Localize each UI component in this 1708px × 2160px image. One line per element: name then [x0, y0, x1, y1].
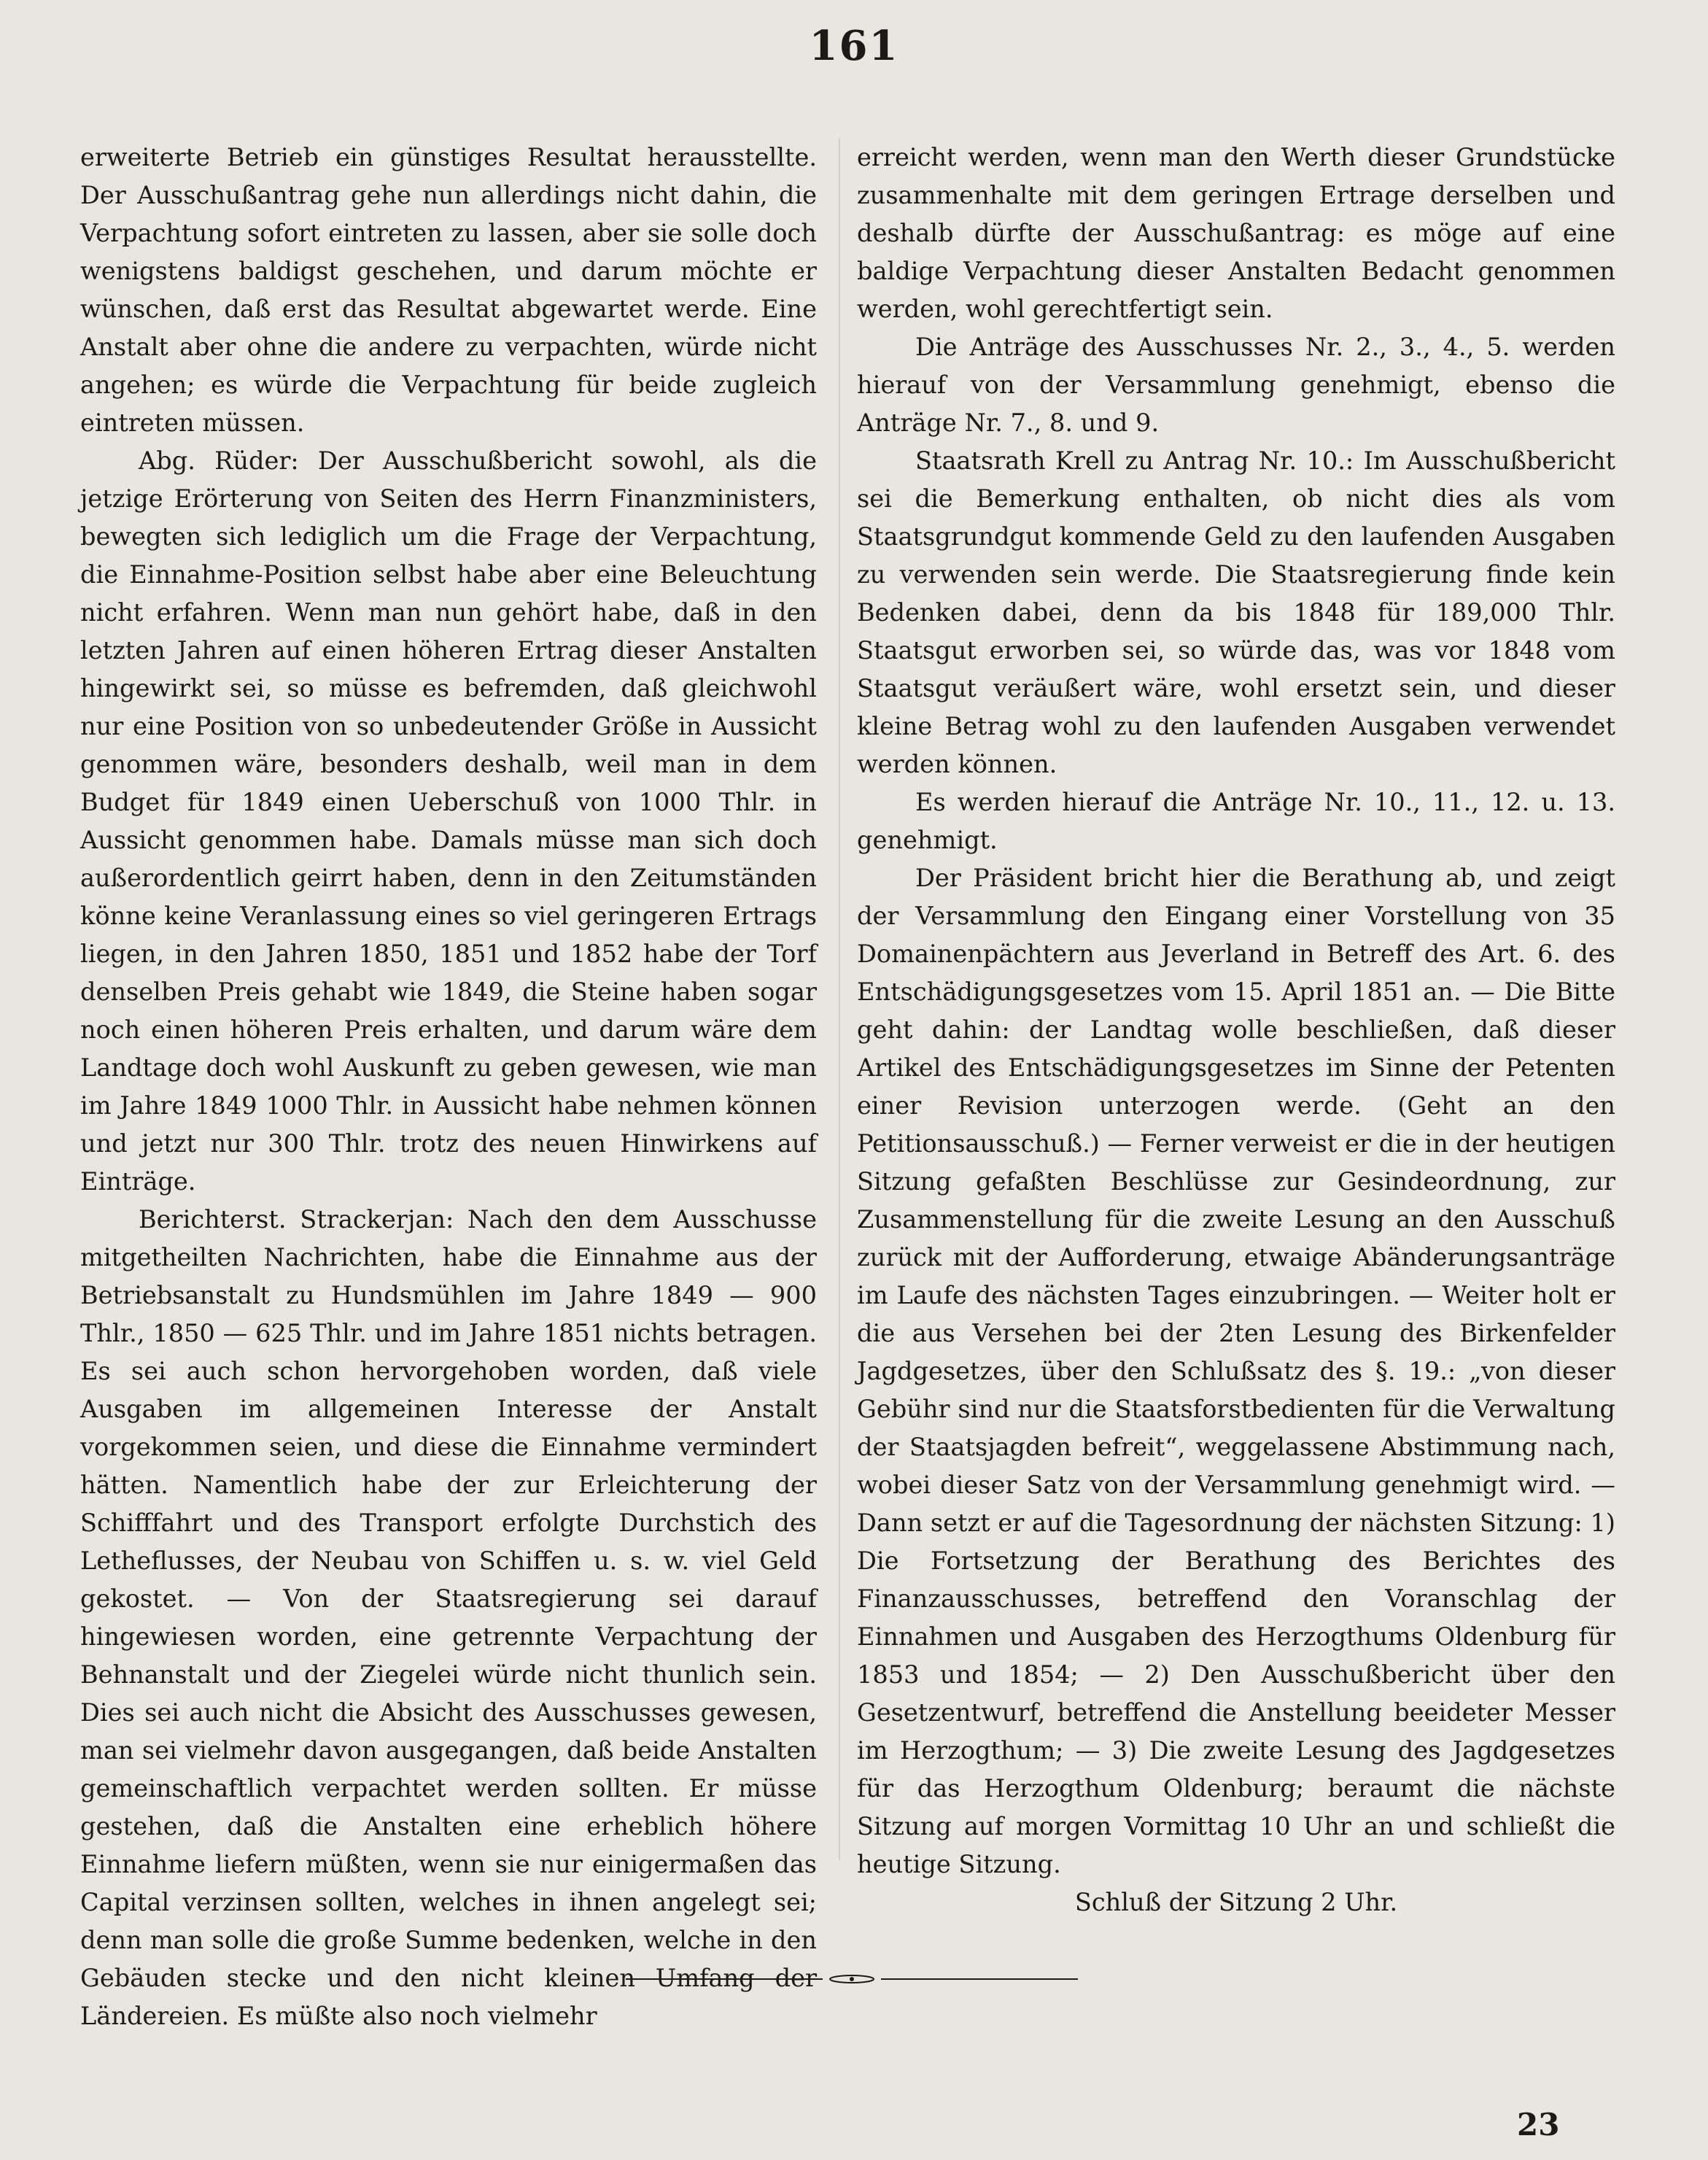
paragraph: Die Anträge des Ausschusses Nr. 2., 3., 4., 5. werden hierauf von der Versammlung genehmigt, ebenso die Anträge Nr. 7., 8. und 9. — [857, 333, 1615, 437]
left-column — [80, 139, 817, 2035]
end-ornament-rule — [626, 1972, 1078, 1986]
paragraph: Abg. Rüder: Der Ausschußbericht sowohl, als die jetzige Erörterung von Seiten des Herrn Finanzministers, bewegten sich lediglich um die Frage der Verpachtung, die Einnahme-Position selbst habe aber eine Beleuchtung nicht erfahren. Wenn man nun gehört habe, daß in den letzten Jahren auf einen höheren Ertrag dieser Anstalten hingewirkt sei, so müsse es befremden, daß gleichwohl nur eine Position von so unbedeutender Größe in Aussicht genommen wäre, besonders deshalb, weil man in dem Budget für 1849 einen Ueberschuß von 1000 Thlr. in Aussicht genommen habe. Damals müsse man sich doch außerordentlich geirrt haben, denn in den Zeitumständen könne keine Veranlassung eines so viel geringeren Ertrags liegen, in den Jahren 1850, 1851 und 1852 habe der Torf denselben Preis gehabt wie 1849, die Steine haben sogar noch einen höheren Preis erhalten, und darum wäre dem Landtage doch wohl Auskunft zu geben gewesen, wie man im Jahre 1849 1000 Thlr. in Aussicht habe nehmen können und jetzt nur 300 Thlr. trotz des neuen Hinwirkens auf Einträge. — [80, 446, 817, 1196]
paragraph: Staatsrath Krell zu Antrag Nr. 10.: Im Ausschußbericht sei die Bemerkung enthalten, ob nicht dies als vom Staatsgrundgut kommende Geld zu den laufenden Ausgaben zu verwenden sein werde. Die Staatsregierung finde kein Bedenken dabei, denn da bis 1848 für 189,000 Thlr. Staatsgut erworben sei, so würde das, was vor 1848 vom Staatsgut veräußert wäre, wohl ersetzt sein, und dieser kleine Betrag wohl zu den laufenden Ausgaben verwendet werden können. — [857, 446, 1615, 778]
paragraph: erweiterte Betrieb ein günstiges Resultat herausstellte. Der Ausschußantrag gehe nun allerdings nicht dahin, die Verpachtung sofort eintreten zu lassen, aber sie solle doch wenigstens baldigst geschehen, und darum möchte er wünschen, daß erst das Resultat abgewartet werde. Eine Anstalt aber ohne die andere zu verpachten, würde nicht angehen; es würde die Verpachtung für beide zugleich eintreten müssen. — [80, 143, 817, 437]
paragraph: erreicht werden, wenn man den Werth dieser Grundstücke zusammenhalte mit dem geringen Ertrage derselben und deshalb dürfte der Ausschußantrag: es möge auf eine baldige Verpachtung dieser Anstalten Bedacht genommen werden, wohl gerechtfertigt sein. — [857, 143, 1615, 323]
paragraph: Es werden hierauf die Anträge Nr. 10., 11., 12. u. 13. genehmigt. — [857, 788, 1615, 854]
column-separator — [839, 139, 840, 1860]
page-number: 161 — [809, 22, 899, 70]
paragraph: Berichterst. Strackerjan: Nach den dem Ausschusse mitgetheilten Nachrichten, habe die Einnahme aus der Betriebsanstalt zu Hundsmühlen im Jahre 1849 — 900 Thlr., 1850 — 625 Thlr. und im Jahre 1851 nichts betragen. Es sei auch schon hervorgehoben worden, daß viele Ausgaben im allgemeinen Interesse der Anstalt vorgekommen seien, und diese die Einnahme vermindert hätten. Namentlich habe der zur Erleichterung der Schifffahrt und des Transport erfolgte Durchstich des Letheflusses, der Neubau von Schiffen u. s. w. viel Geld gekostet. — Von der Staatsregierung sei darauf hingewiesen worden, eine getrennte Verpachtung der Behnanstalt und der Ziegelei würde nicht thunlich sein. Dies sei auch nicht die Absicht des Ausschusses gewesen, man sei vielmehr davon ausgegangen, daß beide Anstalten gemeinschaftlich verpachtet werden sollten. Er müsse gestehen, daß die Anstalten eine erheblich höhere Einnahme liefern müßten, wenn sie nur einigermaßen das Capital verzinsen sollten, welches in ihnen angelegt sei; denn man solle die große Summe bedenken, welche in den Gebäuden stecke und den nicht kleinen Umfang der Ländereien. Es müßte also noch vielmehr — [80, 1205, 817, 2030]
paragraph: Der Präsident bricht hier die Berathung ab, und zeigt der Versammlung den Eingang einer Vorstellung von 35 Domainenpächtern aus Jeverland in Betreff des Art. 6. des Entschädigungsgesetzes vom 15. April 1851 an. — Die Bitte geht dahin: der Landtag wolle beschließen, daß dieser Artikel des Entschädigungsgesetzes im Sinne der Petenten einer Revision unterzogen werde. (Geht an den Petitionsausschuß.) — Ferner verweist er die in der heutigen Sitzung gefaßten Beschlüsse zur Gesindeordnung, zur Zusammenstellung für die zweite Lesung an den Ausschuß zurück mit der Aufforderung, etwaige Abänderungsanträge im Laufe des nächsten Tages einzubringen. — Weiter holt er die aus Versehen bei der 2ten Lesung des Birkenfelder Jagdgesetzes, über den Schlußsatz des §. 19.: „von dieser Gebühr sind nur die Staatsforstbedienten für die Verwaltung der Staatsjagden befreit“, weggelassene Abstimmung nach, wobei dieser Satz von der Versammlung genehmigt wird. — Dann setzt er auf die Tagesordnung der nächsten Sitzung: 1) Die Fortsetzung der Berathung des Berichtes des Finanzausschusses, betreffend den Voranschlag der Einnahmen und Ausgaben des Herzogthums Oldenburg für 1853 und 1854; — 2) Den Ausschußbericht über den Gesetzentwurf, betreffend die Anstellung beeideter Messer im Herzogthum; — 3) Die zweite Lesung des Jagdgesetzes für das Herzogthum Oldenburg; beraumt die nächste Sitzung auf morgen Vormittag 10 Uhr an und schließt die heutige Sitzung. — [857, 864, 1615, 1878]
right-column — [857, 139, 1615, 1921]
closing-line: Schluß der Sitzung 2 Uhr. — [1074, 1888, 1398, 1916]
sheet-signature-mark: 23 — [1517, 2107, 1560, 2142]
